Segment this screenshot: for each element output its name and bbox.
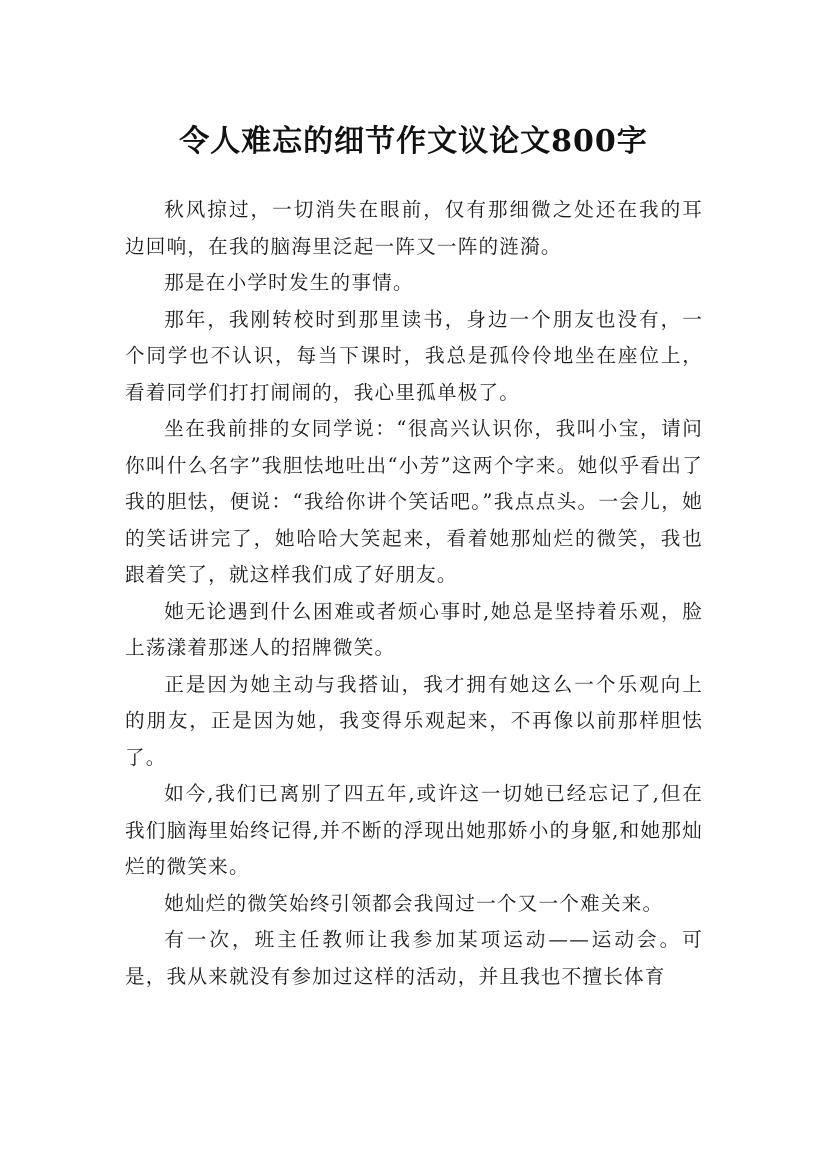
document-title: 令人难忘的细节作文议论文800字 <box>179 124 648 160</box>
paragraph: 正是因为她主动与我搭讪，我才拥有她这么一个乐观向上的朋友，正是因为她，我变得乐观起来，不再像以前那样胆怯了。 <box>125 672 703 769</box>
article-body <box>125 192 703 995</box>
paragraph: 秋风掠过，一切消失在眼前，仅有那细微之处还在我的耳边回响，在我的脑海里泛起一阵又一阵的涟漪。 <box>125 198 703 258</box>
paragraph: 她无论遇到什么困难或者烦心事时,她总是坚持着乐观，脸上荡漾着那迷人的招牌微笑。 <box>125 599 703 659</box>
paragraph: 如今,我们已离别了四五年,或许这一切她已经忘记了,但在我们脑海里始终记得,并不断的浮现出她那娇小的身躯,和她那灿烂的微笑来。 <box>125 782 703 878</box>
paragraph: 有一次，班主任教师让我参加某项运动——运动会。可是，我从来就没有参加过这样的活动，并且我也不擅长体育 <box>125 928 703 988</box>
paragraph: 坐在我前排的女同学说：“很高兴认识你，我叫小宝，请问你叫什么名字”我胆怯地吐出“小芳”这两个字来。她似乎看出了我的胆怯，便说：“我给你讲个笑话吧。”我点点头。一会儿，她的笑话讲完了，她哈哈大笑起来，看着她那灿烂的微笑，我也跟着笑了，就这样我们成了好朋友。 <box>125 417 703 586</box>
paragraph: 她灿烂的微笑始终引领都会我闯过一个又一个难关来。 <box>164 891 664 915</box>
paragraph: 那是在小学时发生的事情。 <box>164 271 414 294</box>
paragraph: 那年，我刚转校时到那里读书，身边一个朋友也没有，一个同学也不认识，每当下课时，我总是孤伶伶地坐在座位上，看着同学们打打闹闹的，我心里孤单极了。 <box>125 307 703 404</box>
